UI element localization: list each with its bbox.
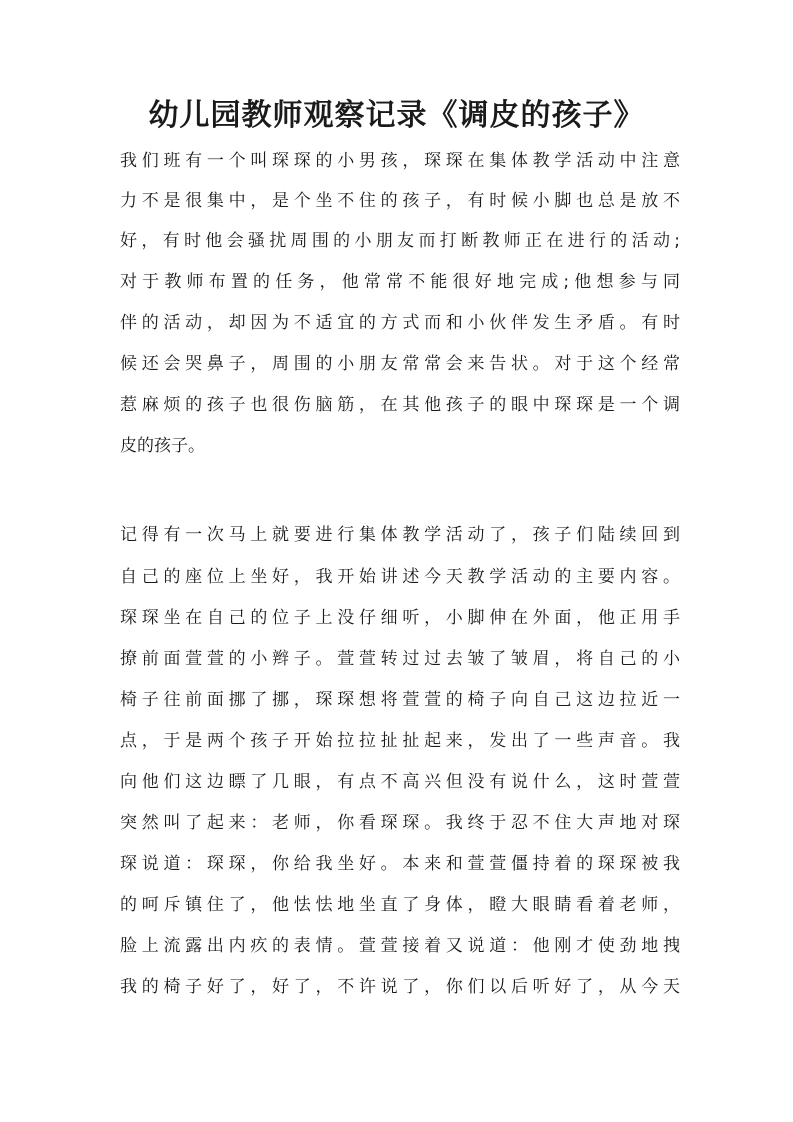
paragraph-2-line-3: 琛琛坐在自己的位子上没仔细听，小脚伸在外面，他正用手: [120, 608, 680, 628]
paragraph-2-line-8: 突然叫了起来：老师，你看琛琛。我终于忍不住大声地对琛: [120, 813, 680, 833]
paragraph-1-line-3: 好，有时他会骚扰周围的小朋友而打断教师正在进行的活动;: [120, 231, 680, 251]
paragraph-2-line-5: 椅子往前面挪了挪，琛琛想将萱萱的椅子向自己这边拉近一: [120, 690, 680, 710]
document-title: 幼儿园教师观察记录《调皮的孩子》: [148, 98, 645, 133]
paragraph-2-line-12: 我的椅子好了，好了，不许说了，你们以后听好了，从今天: [120, 977, 680, 997]
paragraph-1-line-4: 对于教师布置的任务，他常常不能很好地完成;他想参与同: [120, 272, 680, 292]
paragraph-1-line-6: 候还会哭鼻子，周围的小朋友常常会来告状。对于这个经常: [120, 354, 680, 374]
paragraph-1-line-7: 惹麻烦的孩子也很伤脑筋，在其他孩子的眼中琛琛是一个调: [120, 395, 680, 415]
paragraph-2-line-7: 向他们这边瞟了几眼，有点不高兴但没有说什么，这时萱萱: [120, 772, 680, 792]
paragraph-2-line-6: 点，于是两个孩子开始拉拉扯扯起来，发出了一些声音。我: [120, 731, 680, 751]
paragraph-2-line-2: 自己的座位上坐好，我开始讲述今天教学活动的主要内容。: [120, 567, 680, 587]
paragraph-1-line-1: 我们班有一个叫琛琛的小男孩，琛琛在集体教学活动中注意: [120, 151, 680, 171]
paragraph-2-line-9: 琛说道：琛琛，你给我坐好。本来和萱萱僵持着的琛琛被我: [120, 854, 680, 874]
paragraph-2-line-4: 撩前面萱萱的小辫子。萱萱转过过去皱了皱眉，将自己的小: [120, 649, 680, 669]
paragraph-2-line-11: 脸上流露出内疚的表情。萱萱接着又说道：他刚才使劲地拽: [120, 936, 680, 956]
paragraph-1-line-5: 伴的活动，却因为不适宜的方式而和小伙伴发生矛盾。有时: [120, 313, 680, 333]
paragraph-1-line-8: 皮的孩子。: [120, 436, 205, 456]
paragraph-2-line-10: 的呵斥镇住了，他怯怯地坐直了身体，瞪大眼睛看着老师，: [120, 895, 680, 915]
paragraph-2-line-1: 记得有一次马上就要进行集体教学活动了，孩子们陆续回到: [120, 525, 680, 545]
paragraph-1-line-2: 力不是很集中，是个坐不住的孩子，有时候小脚也总是放不: [120, 191, 680, 211]
